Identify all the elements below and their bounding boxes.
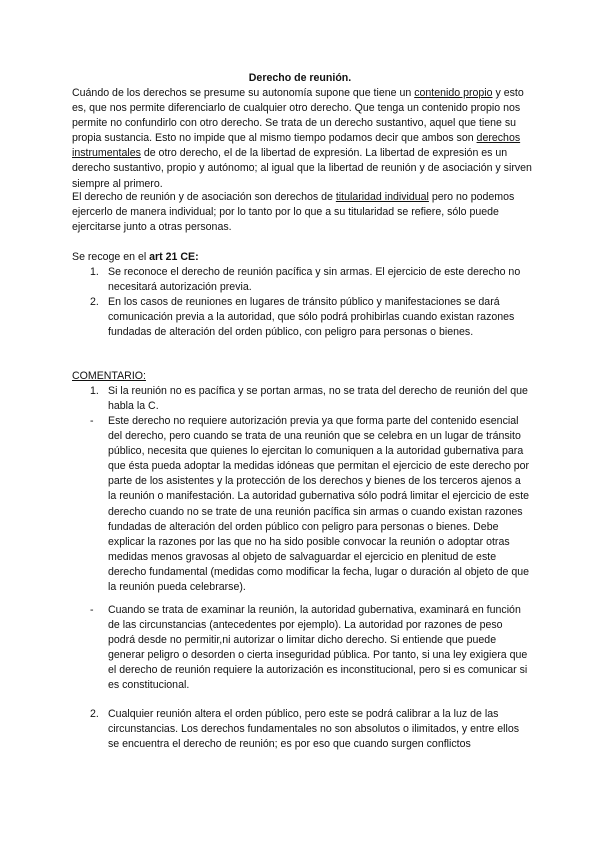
term-titularidad-individual: titularidad individual	[335, 191, 429, 203]
list-marker: 2.	[90, 708, 99, 720]
list-item-text: Se reconoce el derecho de reunión pacífica y sin armas. El ejercicio de este derecho no necesitará autorización previa.	[108, 266, 521, 294]
list-marker: -	[90, 604, 94, 616]
list-marker: 1.	[90, 266, 99, 278]
art21-lead: Se recoge en el art 21 CE:	[72, 251, 199, 263]
art21-reference: art 21 CE:	[149, 251, 199, 263]
term-derechos-instrumentales: derechos instrumentales	[72, 132, 521, 160]
document-title: Derecho de reunión.	[248, 72, 352, 84]
list-item-text: Cualquier reunión altera el orden público, pero este se podrá calibrar a la luz de las circunstancias. Los derechos fundamentales no son absolutos o ilimitados, y entre ellos se encuentra el derecho de reunión; es por eso que cuando surgen conflictos	[108, 708, 520, 751]
list-marker: 2.	[90, 296, 99, 308]
term-contenido-propio: contenido propio	[414, 87, 493, 99]
intro-paragraph-1: Cuándo de los derechos se presume su autonomía supone que tiene un contenido propio y esto es, que nos permite diferenciarlo de cualquier otro derecho. Que tenga un contenido propio nos permite no confundirlo con otro derecho. Se trata de un derecho sustantivo, aquel que tiene su propia sustancia. Esto no impide que al mismo tiempo podamos decir que ambos son derechos instrumentales de otro derecho, el de la libertad de expresión. La libertad de expresión es un derecho sustantivo, propio y autónomo; al igual que la libertad de reunión y de asociación y sirven siempre al primero.	[72, 87, 532, 190]
list-marker: 1.	[90, 385, 99, 397]
intro-paragraph-2: El derecho de reunión y de asociación son derechos de titularidad individual pero no podemos ejercerlo de manera individual; por lo tanto por lo que a su titularidad se refiere, sólo puede ejercitarse junto a otras personas.	[72, 191, 515, 234]
list-item-text: Este derecho no requiere autorización previa ya que forma parte del contenido esencial del derecho, pero cuando se trata de una reunión que se celebra en un lugar de tránsito público, necesita que quienes lo ejercitan lo comuniquen a la autoridad gubernativa para que ésta pueda adoptar la medidas idóneas que permitan el ejercicio de este derecho por parte de los asistentes y la protección de los derechos y bienes de los terceros ajenos a la reunión o manifestación. La autoridad gubernativa sólo podrá limitar el ejercicio de este derecho cuando no se trate de una reunión pacífica sin armas o cuando existan razones fundadas de alteración del orden público con peligro para personas o bienes. Debe explicar la razones por las que no ha sido posible convocar la reunión o adoptar otras medidas menos gravosas al objeto de salvaguardar el ejercicio en plenitud de este derecho fundamental (medidas como modificar la fecha, lugar o duración al objeto de que la reunión pueda celebrarse).	[108, 415, 530, 594]
list-marker: -	[90, 415, 94, 427]
list-item-text: Cuando se trata de examinar la reunión, la autoridad gubernativa, examinará en función de las circunstancias (antecedentes por ejemplo). La autoridad por razones de peso podrá desde no permitir,ni autorizar o limitar dicho derecho. Si entiende que puede generar peligro o desorden o cierta inseguridad pública. Por tanto, si una ley exigiera que el derecho de reunión requiere la autorización es inconstitucional, pero si es comunicar si es constitucional.	[108, 604, 528, 692]
list-item-text: En los casos de reuniones en lugares de tránsito público y manifestaciones se dará comunicación previa a la autoridad, que sólo podrá prohibirlas cuando existan razones fundadas de alteración del orden público, con peligro para personas o bienes.	[108, 296, 515, 339]
list-item-text: Si la reunión no es pacífica y se portan armas, no se trata del derecho de reunión del que habla la C.	[108, 385, 528, 413]
comentario-heading: COMENTARIO:	[72, 370, 146, 382]
